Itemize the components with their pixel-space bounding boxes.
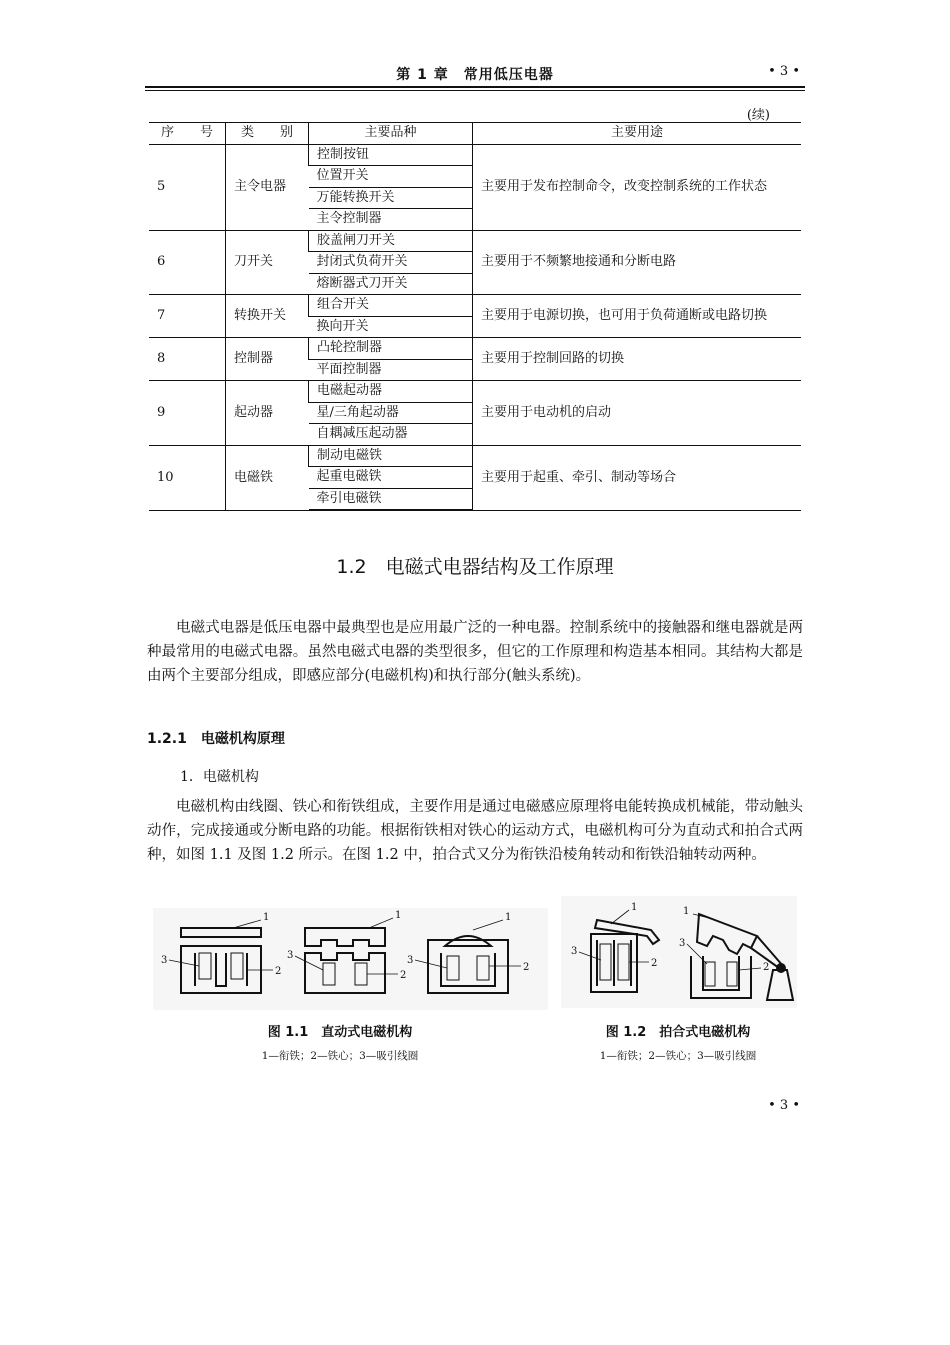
header-cell-use: 主要用途 <box>473 123 802 145</box>
label-core: 2 <box>651 958 658 969</box>
label-core: 2 <box>763 962 770 973</box>
cell-variety: 位置开关 <box>309 166 473 188</box>
cell-variety: 万能转换开关 <box>309 187 473 209</box>
cell-variety: 平面控制器 <box>309 359 473 381</box>
figure-1-2-legend: 1—衔铁；2—铁心；3—吸引线圈 <box>599 1050 757 1062</box>
label-armature: 1 <box>631 902 638 913</box>
cell-variety: 凸轮控制器 <box>309 338 473 360</box>
list-item-heading: 1．电磁机构 <box>180 769 259 785</box>
table-row <box>149 144 801 166</box>
paragraph-mechanism <box>147 795 803 867</box>
header-cell-category: 类 别 <box>226 123 309 145</box>
footer-page-number: • 3 • <box>768 1098 800 1113</box>
table-row <box>149 381 801 403</box>
label-armature: 1 <box>683 906 690 917</box>
cell-variety: 起重电磁铁 <box>309 467 473 489</box>
table-row <box>149 295 801 317</box>
cell-variety: 电磁起动器 <box>309 381 473 403</box>
electrical-appliance-table <box>149 122 801 511</box>
label-coil: 3 <box>287 950 294 961</box>
label-armature: 1 <box>395 910 402 921</box>
running-header-page-number: • 3 • <box>768 64 800 79</box>
running-header-title: 第 1 章 常用低压电器 <box>396 67 554 83</box>
label-core: 2 <box>400 970 407 981</box>
cell-variety: 主令控制器 <box>309 209 473 231</box>
cell-variety: 换向开关 <box>309 316 473 338</box>
cell-variety: 星/三角起动器 <box>309 402 473 424</box>
label-armature: 1 <box>263 912 270 923</box>
table-continued-label: (续) <box>746 108 770 123</box>
cell-number: 7 <box>149 295 226 338</box>
cell-variety: 胶盖闸刀开关 <box>309 230 473 252</box>
cell-use: 主要用于起重、牵引、制动等场合 <box>473 445 802 510</box>
cell-variety: 制动电磁铁 <box>309 445 473 467</box>
label-coil: 3 <box>161 955 168 966</box>
figure-1-1-legend: 1—衔铁；2—铁心；3—吸引线圈 <box>261 1050 419 1062</box>
cell-variety: 熔断器式刀开关 <box>309 273 473 295</box>
figure-1-1-caption: 图 1.1 直动式电磁机构 <box>267 1025 413 1040</box>
cell-number: 9 <box>149 381 226 446</box>
cell-number: 8 <box>149 338 226 381</box>
figure-1-2-caption: 图 1.2 拍合式电磁机构 <box>605 1025 751 1040</box>
cell-variety: 组合开关 <box>309 295 473 317</box>
cell-category: 起动器 <box>226 381 309 446</box>
cell-category: 电磁铁 <box>226 445 309 510</box>
header-rule-thin <box>145 90 805 91</box>
cell-use: 主要用于发布控制命令，改变控制系统的工作状态 <box>473 144 802 230</box>
label-coil: 3 <box>679 938 686 949</box>
table-header-row <box>149 123 801 145</box>
cell-use: 主要用于电源切换，也可用于负荷通断或电路切换 <box>473 295 802 338</box>
table-body <box>149 144 801 510</box>
table-row <box>149 338 801 360</box>
cell-number: 5 <box>149 144 226 230</box>
header-cell-variety: 主要品种 <box>309 123 473 145</box>
cell-variety: 牵引电磁铁 <box>309 488 473 510</box>
cell-number: 6 <box>149 230 226 295</box>
cell-number: 10 <box>149 445 226 510</box>
paragraph-intro <box>147 616 803 688</box>
section-title: 1.2 电磁式电器结构及工作原理 <box>336 556 614 578</box>
cell-use: 主要用于电动机的启动 <box>473 381 802 446</box>
cell-use: 主要用于不频繁地接通和分断电路 <box>473 230 802 295</box>
figure-1-2-diagram <box>561 896 797 1008</box>
figure-1-1-diagram <box>153 908 548 1010</box>
label-core: 2 <box>523 962 530 973</box>
paragraph-mechanism-text: 电磁机构由线圈、铁心和衔铁组成，主要作用是通过电磁感应原理将电能转换成机械能，带动触头动作，完成接通或分断电路的功能。根据衔铁相对铁心的运动方式，电磁机构可分为直动式和拍合式两种，如图 1.1 及图 1.2 所示。在图 1.2 中，拍合式又分为衔铁沿棱角转动和衔铁沿轴转动两种。 <box>147 799 803 863</box>
subsection-title: 1.2.1 电磁机构原理 <box>147 731 285 747</box>
table-row <box>149 445 801 467</box>
header-cell-number: 序 号 <box>149 123 226 145</box>
table-row <box>149 230 801 252</box>
cell-variety: 自耦减压起动器 <box>309 424 473 446</box>
label-armature: 1 <box>505 912 512 923</box>
label-core: 2 <box>275 966 282 977</box>
cell-use: 主要用于控制回路的切换 <box>473 338 802 381</box>
cell-category: 转换开关 <box>226 295 309 338</box>
cell-category: 主令电器 <box>226 144 309 230</box>
paragraph-intro-text: 电磁式电器是低压电器中最典型也是应用最广泛的一种电器。控制系统中的接触器和继电器就是两种最常用的电磁式电器。虽然电磁式电器的类型很多，但它的工作原理和构造基本相同。其结构大都是由两个主要部分组成，即感应部分(电磁机构)和执行部分(触头系统)。 <box>147 620 803 684</box>
cell-variety: 控制按钮 <box>309 144 473 166</box>
cell-variety: 封闭式负荷开关 <box>309 252 473 274</box>
cell-category: 控制器 <box>226 338 309 381</box>
header-rule <box>145 86 805 88</box>
label-coil: 3 <box>407 955 414 966</box>
label-coil: 3 <box>571 946 578 957</box>
cell-category: 刀开关 <box>226 230 309 295</box>
